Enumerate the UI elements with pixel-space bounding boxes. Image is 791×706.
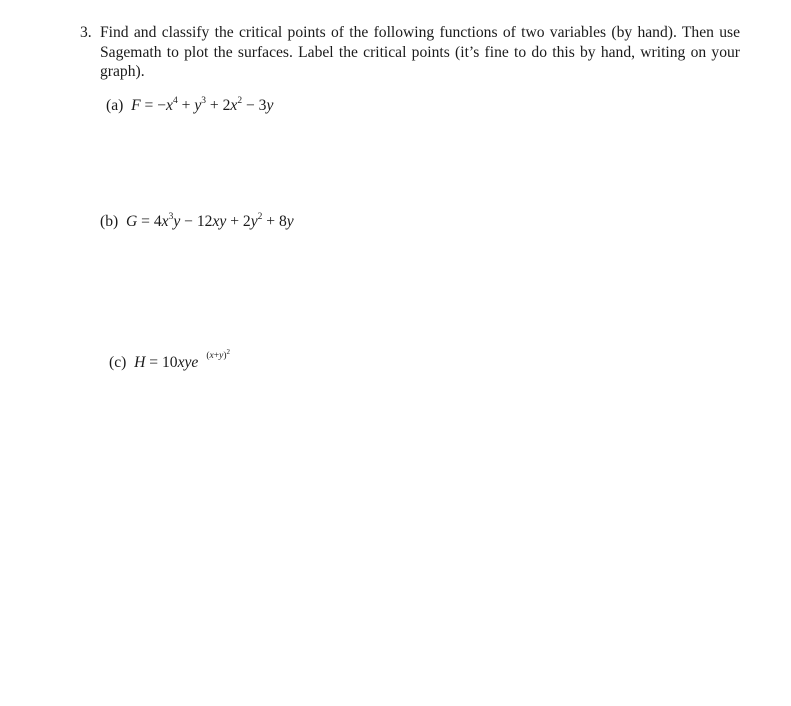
part-a-label: (a) xyxy=(106,97,124,114)
part-b-expression: $G = 4x^3y - 12xy + 2y^2 + 8y$ xyxy=(125,212,294,230)
problem-3 xyxy=(80,23,740,82)
problem-number: 3. xyxy=(80,24,92,41)
problem-statement: Find and classify the critical points of the following functions of two variables (by hand). Then use Sagemath to plot the surfaces. Label the critical points (it’s fine to do this by hand, writing on your graph). xyxy=(100,24,740,80)
part-a-expression: $F = -x^4 + y^3 + 2x^2 - 3y$ xyxy=(131,96,274,114)
part-c-expression: H = 10xye $^{(x+y)^2}$ xyxy=(134,348,230,371)
part-c-label: (c) xyxy=(109,354,127,371)
part-b xyxy=(100,213,294,231)
part-a xyxy=(106,97,273,115)
part-b-label: (b) xyxy=(100,213,119,230)
part-c xyxy=(109,348,230,372)
